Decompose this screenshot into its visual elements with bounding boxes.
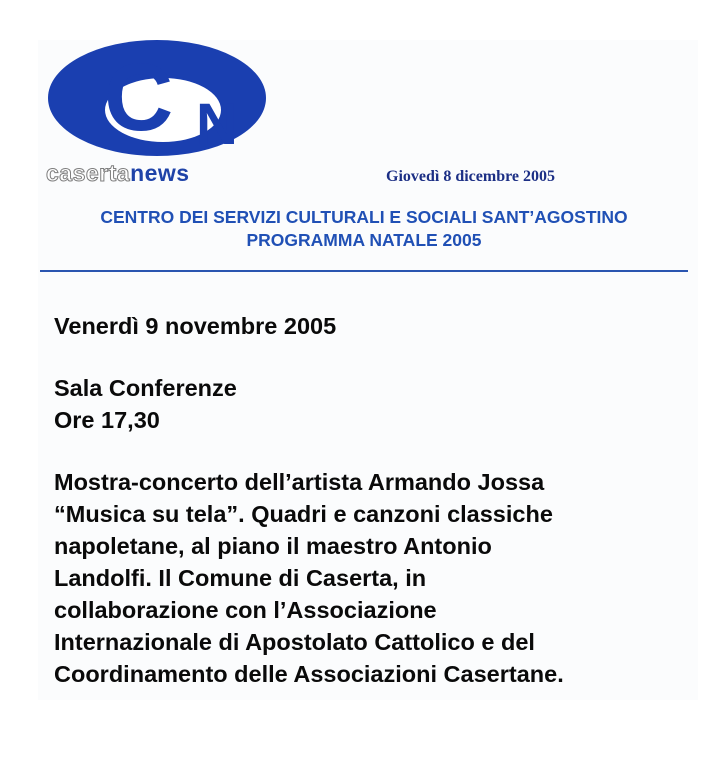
description-line: collaborazione con l’Associazione [54, 597, 437, 623]
article-header [38, 206, 690, 252]
description-line: Landolfi. Il Comune di Caserta, in [54, 565, 427, 591]
event-venue: Sala Conferenze [54, 375, 237, 401]
description-line: “Musica su tela”. Quadri e canzoni classiche [54, 501, 553, 527]
casertanews-logo [46, 40, 276, 190]
publication-date: Giovedì 8 dicembre 2005 [386, 168, 556, 185]
header-subtitle: PROGRAMMA NATALE 2005 [246, 230, 482, 250]
event-time: Ore 17,30 [54, 407, 160, 433]
header-title: CENTRO DEI SERVIZI CULTURALI E SOCIALI SANT’AGOSTINO [100, 207, 628, 227]
logo-wordmark [46, 162, 190, 185]
logo-word-news: news [130, 160, 190, 186]
event-date: Venerdì 9 novembre 2005 [54, 313, 337, 339]
description-line: Internazionale di Apostolato Cattolico e del [54, 629, 535, 655]
description-line: Coordinamento delle Associazioni Casertane. [54, 661, 564, 687]
description-line: Mostra-concerto dell’artista Armando Jossa [54, 469, 545, 495]
logo-letter-n: N [196, 92, 238, 157]
logo-letter-c: C [104, 44, 174, 151]
event-body [54, 310, 704, 690]
logo-emblem [46, 40, 276, 165]
header-divider [40, 270, 688, 272]
description-line: napoletane, al piano il maestro Antonio [54, 533, 492, 559]
event-description [54, 466, 704, 690]
logo-word-caserta: caserta [46, 160, 131, 186]
